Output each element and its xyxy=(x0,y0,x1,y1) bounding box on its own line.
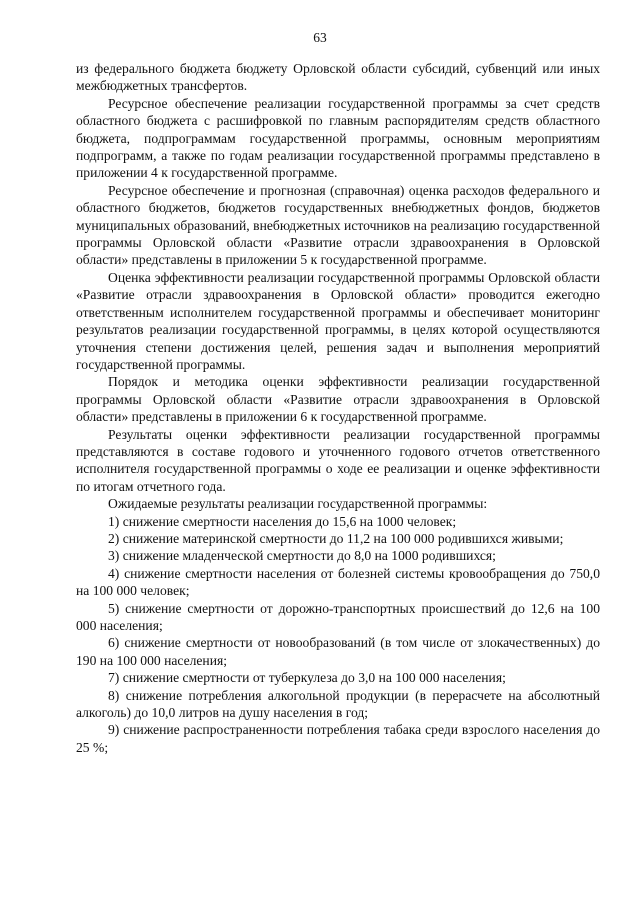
list-item: 7) снижение смертности от туберкулеза до 3,0 на 100 000 населения; xyxy=(108,670,506,686)
paragraph-methodology: Порядок и методика оценки эффективности реализации государственной программы Орловской области «Развитие отрасли здравоохранения в Орловской области» представлены в приложении 6 к государственной программе. xyxy=(76,374,600,425)
list-item: 9) снижение распространенности потребления табака среди взрослого населения до 25 %; xyxy=(76,722,600,755)
paragraph-results-reporting: Результаты оценки эффективности реализации государственной программы представляются в составе годового и уточненного годового отчетов ответственного исполнителя государственной программы о ходе ее реализации и оценке эффективности по итогам отчетного года. xyxy=(76,426,600,494)
page-number: 63 xyxy=(313,30,327,45)
list-item: 4) снижение смертности населения от болезней системы кровообращения до 750,0 на 100 000 человек; xyxy=(76,565,600,599)
list-item: 3) снижение младенческой смертности до 8,0 на 1000 родившихся; xyxy=(108,548,496,564)
paragraph-expected-results-heading: Ожидаемые результаты реализации государственной программы: xyxy=(108,496,488,512)
list-item: 8) снижение потребления алкогольной продукции (в перерасчете на абсолютный алкоголь) до 10,0 литров на душу населения в год; xyxy=(76,687,600,721)
list-item: 1) снижение смертности населения до 15,6 на 1000 человек; xyxy=(108,513,457,529)
list-item: 5) снижение смертности от дорожно-транспортных происшествий до 12,6 на 100 000 населения; xyxy=(76,600,600,633)
paragraph-continuation: из федерального бюджета бюджету Орловской области субсидий, субвенций или иных межбюджетных трансфертов. xyxy=(76,61,600,94)
list-item: 6) снижение смертности от новообразований (в том числе от злокачественных) до 190 на 100 000 населения; xyxy=(76,635,600,668)
paragraph-resource-regional: Ресурсное обеспечение реализации государственной программы за счет средств областного бюджета с расшифровкой по главным распорядителям средств областного бюджета, подпрограммам государственной программы, основным мероприятиям подпрограмм, а также по годам реализации государственной программы представлено в приложении 4 к государственной программе. xyxy=(76,95,600,181)
paragraph-resource-forecast: Ресурсное обеспечение и прогнозная (справочная) оценка расходов федерального и областного бюджетов, бюджетов государственных внебюджетных фондов, бюджетов муниципальных образований, внебюджетных источников на реализацию государственной программы Орловской области «Развитие отрасли здравоохранения в Орловской области» представлены в приложении 5 к государственной программе. xyxy=(76,182,600,268)
list-item: 2) снижение материнской смертности до 11,2 на 100 000 родившихся живыми; xyxy=(108,530,564,546)
document-body xyxy=(76,60,600,756)
paragraph-efficiency-assessment: Оценка эффективности реализации государственной программы Орловской области «Развитие отрасли здравоохранения в Орловской области» проводится ежегодно ответственным исполнителем государственной программы и обеспечивает мониторинг результатов реализации государственной программы, в целях которой осуществляются уточнения степени достижения целей, решения задач и выполнения мероприятий государственной программы. xyxy=(76,269,600,372)
